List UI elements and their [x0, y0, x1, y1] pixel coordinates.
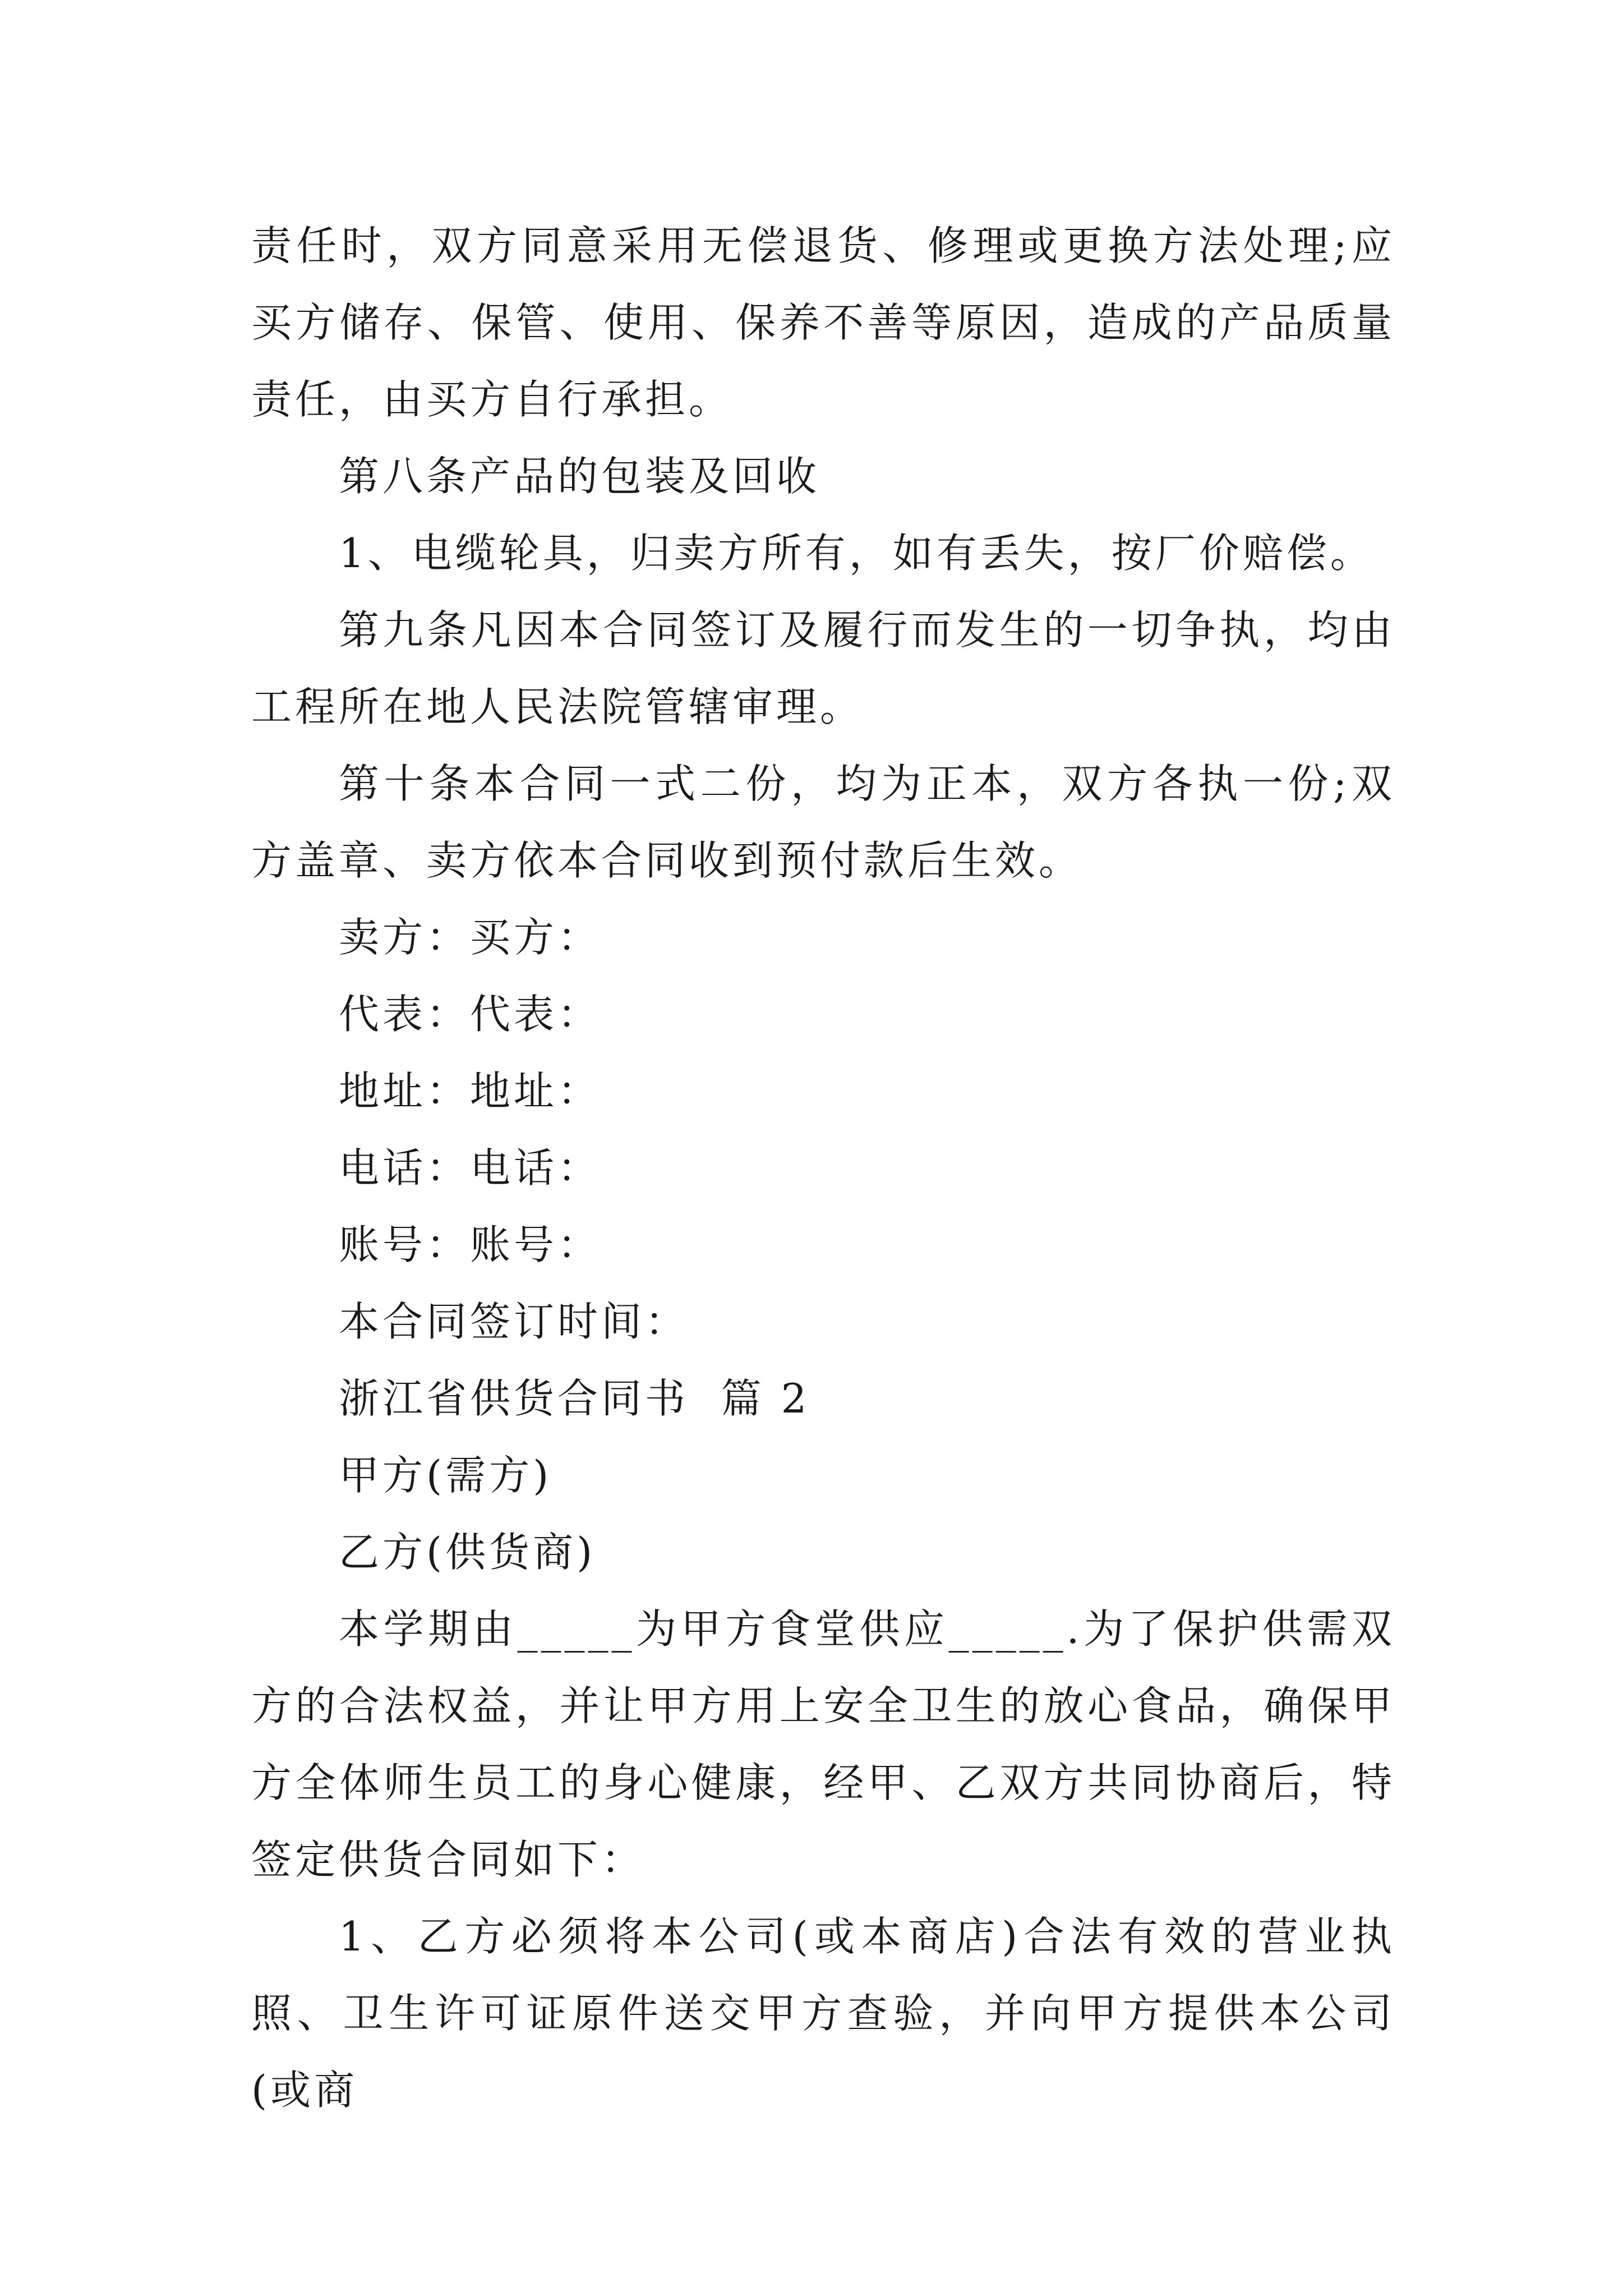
paragraph-article-8-title: 第八条产品的包装及回收: [339, 453, 820, 500]
signature-line-representative: 代表：代表：: [339, 991, 602, 1038]
signature-line-account: 账号：账号：: [339, 1221, 602, 1268]
signature-line-phone: 电话：电话：: [339, 1144, 602, 1191]
signature-line-date: 本合同签订时间：: [339, 1298, 689, 1345]
document-body: [251, 208, 1395, 2129]
party-b-label: 乙方(供货商): [339, 1529, 596, 1576]
paragraph-article-8-item-1: 1、电缆轮具，归卖方所有，如有丢失，按厂价赔偿。: [339, 530, 1374, 577]
section-title-part-2: 浙江省供货合同书 篇 2: [339, 1375, 810, 1422]
party-a-label: 甲方(需方): [339, 1452, 552, 1499]
signature-line-parties: 卖方：买方：: [339, 914, 602, 961]
paragraph-clause-1: 1、乙方必须将本公司(或本商店)合法有效的营业执照、卫生许可证原件送交甲方查验，并向甲方提供本公司(或商: [251, 1913, 1395, 2114]
paragraph-article-9: 第九条凡因本合同签订及履行而发生的一切争执，均由工程所在地人民法院管辖审理。: [251, 606, 1395, 730]
signature-line-address: 地址：地址：: [339, 1068, 602, 1115]
paragraph-preamble: 本学期由_____为甲方食堂供应_____.为了保护供需双方的合法权益，并让甲方用上安全卫生的放心食品，确保甲方全体师生员工的身心健康，经甲、乙双方共同协商后，特签定供货合同如下：: [251, 1605, 1395, 1883]
paragraph-article-10: 第十条本合同一式二份，均为正本，双方各执一份;双方盖章、卖方依本合同收到预付款后生效。: [251, 760, 1395, 884]
paragraph-continuation: 责任时，双方同意采用无偿退货、修理或更换方法处理;应买方储存、保管、使用、保养不善等原因，造成的产品质量责任，由买方自行承担。: [251, 222, 1395, 423]
